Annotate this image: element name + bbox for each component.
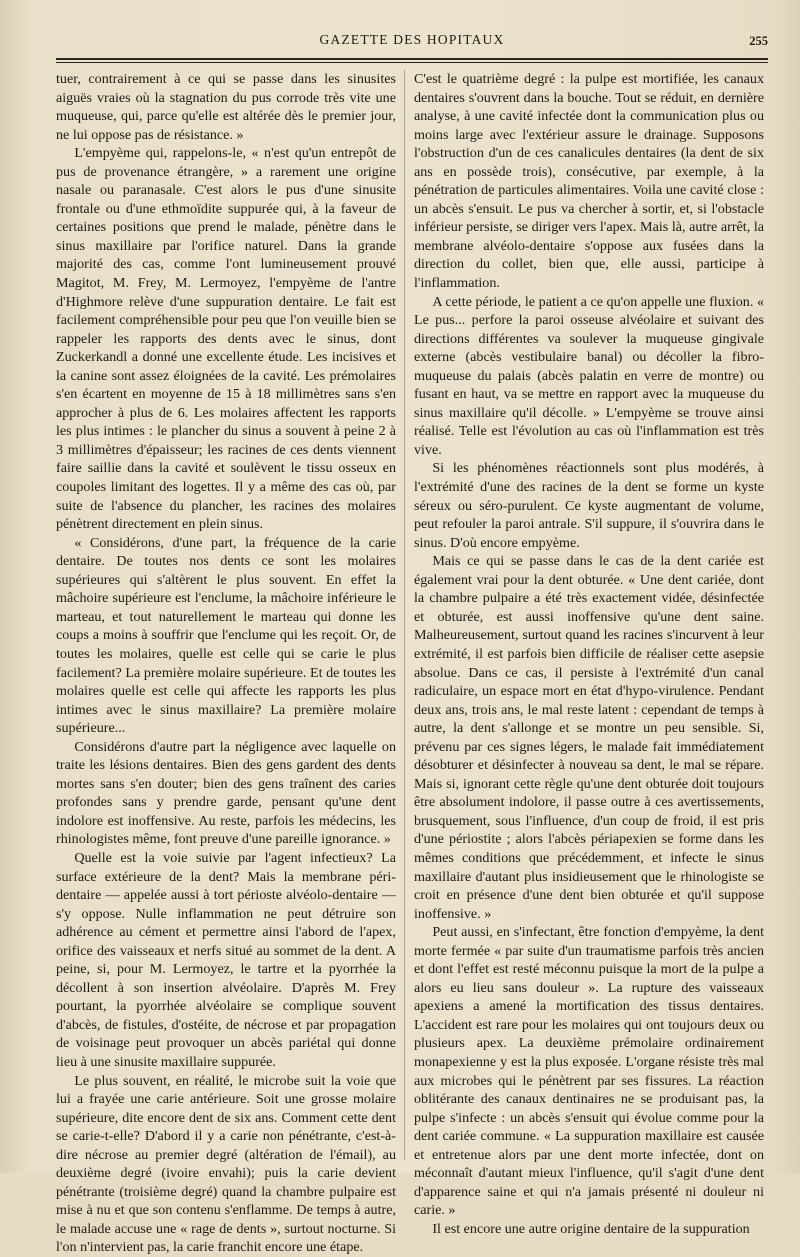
paragraph: A cette période, le patient a ce qu'on appelle une fluxion. « Le pus... perfore la paroi osseuse alvéolaire et suivant des directions différentes va soulever la muqueuse gingivale externe (abcès vestibulaire banal) ou décoller la fibro-muqueuse du palais (abcès palatin en verre de montre) ou fusant en haut, va se mettre en rapport avec la muqueuse du sinus maxillaire qu'il décolle. » L'empyème se trouve ainsi réalisé. Telle est l'évolution au cas où l'inflammation est très vive. [414,293,764,458]
right-column [414,70,764,1237]
paragraph: « Considérons, d'une part, la fréquence de la carie dentaire. De toutes nos dents ce sont les molaires supérieures qui s'altèrent le plus souvent. En effet la mâchoire supérieure est l'enclume, la mâchoire inférieure le marteau, et tout naturellement le marteau qui donne les coups a moins à souffrir que l'enclume qui les reçoit. Or, de toutes les molaires, quelle est celle qui se carie le plus facilement? La première molaire supérieure. Et de toutes les molaires quelle est celle qui affecte les rapports les plus intimes avec le sinus maxillaire? La première molaire supérieure... [56,534,396,737]
column-divider [404,70,405,1160]
paragraph: Le plus souvent, en réalité, le microbe suit la voie que lui a frayée une carie antérieure. Soit une grosse molaire supérieure, dite encore dent de six ans. Comment cette dent se carie-t-elle? D'abord il y a carie non pénétrante, c'est-à-dire nécrose au premier degré (altération de l'émail), au deuxième degré (ivoire envahi); puis la carie devient pénétrante (troisième degré) quand la chambre pulpaire est mise à nu et que son contenu s'enflamme. De temps à autre, le malade accuse une « rage de dents », surtout nocturne. Si l'on n'intervient pas, la carie franchit encore une étape. [56,1072,396,1256]
paragraph: Mais ce qui se passe dans le cas de la dent cariée est également vrai pour la dent obturée. « Une dent cariée, dont la chambre pulpaire a été très exactement vidée, désinfectée et obturée, est aussi inoffensive qu'une dent saine. Malheureusement, surtout quand les racines s'incurvent à leur extrémité, il est parfois bien difficile de réaliser cette asepsie absolue. Dans ce cas, il persiste à l'extrémité d'un canal radiculaire, un espace mort en état d'hypo-virulence. Pendant deux ans, trois ans, le mal reste latent : cependant de temps à autre, la dent s'allonge et se montre un peu sensible. Si, prévenu par ces signes légers, le malade fait immédiatement désobturer et désinfecter à nouveau sa dent, le mal se répare. Mais si, ignorant cette règle qu'une dent obturée doit toujours être absolument indolore, il passe outre à ces avertissements, brusquement, sous l'influence, d'un coup de froid, il est pris d'une périostite ; alors l'abcès périapexien se forme dans les mêmes conditions que précédemment, et infecte le sinus maxillaire d'autant plus insidieusement que le rhinologiste se croit en présence d'une dent bien obturée et qu'il suppose inoffensive. » [414,553,764,922]
page-number: 255 [749,34,768,48]
header-rule-thin [56,62,768,63]
paragraph: L'empyème qui, rappelons-le, « n'est qu'un entrepôt de pus de provenance étrangère, » a rarement une origine nasale ou paranasale. C'est alors le pus d'une sinusite frontale ou d'une ethmoïdite suppurée qui, à la faveur de certaines positions que prend le malade, pénètre dans le sinus maxillaire par l'orifice naturel. Dans la grande majorité des cas, comme l'ont lumineusement prouvé Magitot, M. Frey, M. Lermoyez, l'empyème de l'antre d'Highmore relève d'une suppuration dentaire. Le fait est facilement compréhensible pour peu que l'on veuille bien se rappeler les rapports des dents avec le sinus, dont Zuckerkandl a donné une excellente étude. Les incisives et la canine sont assez éloignées de la cavité. Les prémolaires s'en écartent en moyenne de 15 à 18 millimètres sans s'en approcher à plus de 6. Les molaires affectent les rapports les plus intimes : le plancher du sinus a souvent à peine 2 à 3 millimètres d'épaisseur; les racines de ces dents viennent faire saillie dans la cavité et soulèvent le tissu osseux en coupoles limitant des logettes. Il y a même des cas où, par suite de l'absence du plancher, les racines des molaires pénètrent directement en plein sinus. [56,145,396,533]
paragraph: Peut aussi, en s'infectant, être fonction d'empyème, la dent morte fermée « par suite d'un traumatisme parfois très ancien et dont l'effet est resté méconnu puisque la mort de la pulpe a alors eu lieu sans douleur ». La rupture des vaisseaux apexiens a amené la mortification des tissus dentaires. L'accident est rare pour les molaires qui ont toujours deux ou plusieurs apex. La deuxième prémolaire ordinairement monapexienne y est la plus exposée. L'organe résiste très mal aux microbes qui le pénètrent par ses fissures. La réaction oblitérante des canaux dentinaires ne se produisant pas, la pulpe s'infecte : un abcès s'ensuit qui évolue comme pour la dent cariée commune. « La suppuration maxillaire est causée et entretenue alors par une dent morte infectée, dont on méconnaît d'autant mieux l'influence, qu'il s'agit d'une dent d'apparence saine et qui n'a jamais présenté ni douleur ni carie. » [414,924,764,1219]
paragraph: C'est le quatrième degré : la pulpe est mortifiée, les canaux dentaires s'ouvrent dans la bouche. Tout se réduit, en dernière analyse, à une cavité infectée dont la communication plus ou moins large avec l'extérieur assure le drainage. Supposons l'obstruction d'un de ces canalicules dentaires (la dent de six ans en possède trois), consécutive, par exemple, à la pénétration de particules alimentaires. Voila une cavité close : un abcès s'ensuit. Le pus va chercher à sortir, et, si l'obstacle inférieur persiste, se diriger vers l'apex. Mais là, autre arrêt, la membrane alvéolo-dentaire s'oppose aux fusées dans la direction du collet, bien que, elle aussi, participe à l'inflammation. [414,71,764,292]
left-column [56,70,396,1256]
paragraph: Si les phénomènes réactionnels sont plus modérés, à l'extrémité d'une des racines de la dent se forme un kyste séreux ou séro-purulent. Ce kyste augmentant de volume, peut refouler la paroi antrale. S'il suppure, il s'ouvrira dans le sinus. D'où encore empyème. [414,460,764,551]
paragraph: Quelle est la voie suivie par l'agent infectieux? La surface extérieure de la dent? Mais la membrane péri-dentaire — appelée aussi à tort périoste alvéolo-dentaire — s'y oppose. Nulle inflammation ne peut détruire son adhérence au cément et permettre ainsi l'abord de l'apex, orifice des vaisseaux et nerfs situé au sommet de la dent. A peine, si, pour M. Lermoyez, le tartre et la pyorrhée la décollent à son insertion alvéolaire. D'après M. Frey pourtant, la pyorrhée alvéolaire se complique souvent d'abcès, de fistules, d'ostéite, de nécrose et par propagation de voisinage peut provoquer un abcès pariétal qui donne lieu à une sinusite maxillaire suppurée. [56,849,396,1070]
paragraph: Il est encore une autre origine dentaire de la suppuration [432,1220,750,1237]
header-rule-thick [56,58,768,60]
running-title: GAZETTE DES HOPITAUX [319,32,505,47]
paragraph: Considérons d'autre part la négligence avec laquelle on traite les lésions dentaires. Bien des gens gardent des dents mortes sans s'en douter; bien des gens traînent des caries profondes sans y prendre garde, pensant qu'une dent indolore est inoffensive. Au reste, parfois les médecins, les rhinologistes même, font preuve d'une pareille ignorance. » [56,738,396,848]
page-header [56,30,768,52]
paragraph: tuer, contrairement à ce qui se passe dans les sinusites aiguës vraies où la stagnation du pus corrode très vite une muqueuse, qui, parce qu'elle est altérée dès le premier jour, ne lui oppose pas de résistance. » [56,71,396,143]
